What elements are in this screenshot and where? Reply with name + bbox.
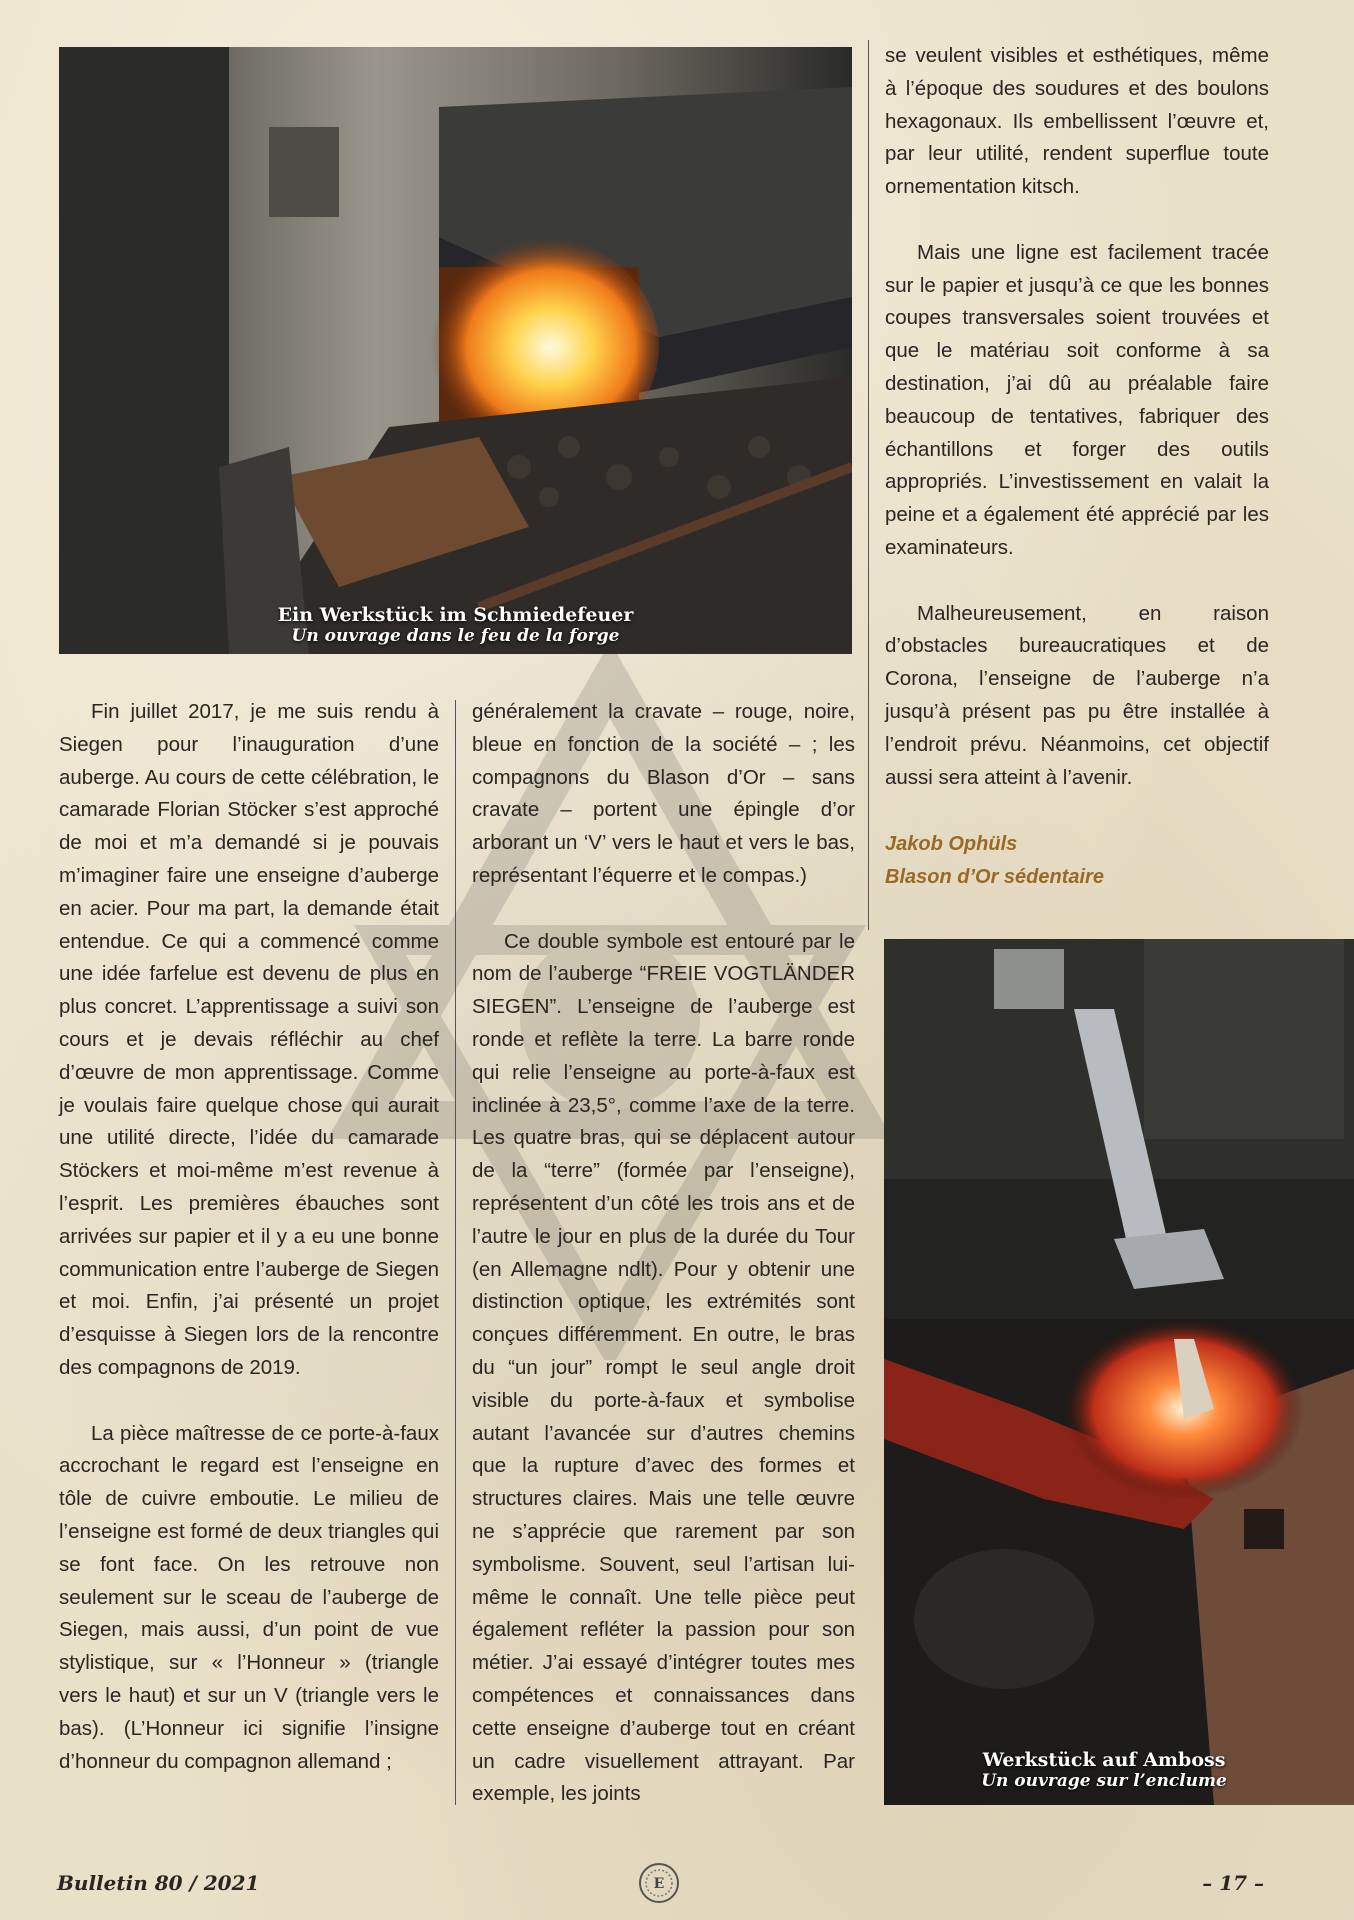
column3-paragraph-2: Mais une ligne est facilement tracée sur le papier et jusqu’à ce que les bonnes coupes transversales soient trouvées et que le matériau soit conforme à sa destination, j’ai dû au préalable faire beaucoup de tentatives, fabriquer des échantillons et forger des outils appropriés. L’investissement en valait la peine et a également été apprécié par les examinateurs.: [885, 240, 1269, 559]
column3-paragraph-1: se veulent visibles et esthétiques, même à l’époque des soudures et des boulons hexagonaux. Ils embellissent l’œuvre et, par leur utilité, rendent superflue toute ornementation kitsch.: [885, 44, 1269, 199]
column-divider-2: [868, 40, 869, 930]
column3-paragraph-3: Malheureusement, en raison d’obstacles bureaucratiques et de Corona, l’enseigne de l’auberge n’a jusqu’à présent pas pu être installée à l’endroit prévu. Néanmoins, cet objectif aussi sera atteint à l’avenir.: [885, 601, 1269, 789]
photo1-caption-de: Ein Werkstück im Schmiedefeuer: [277, 604, 634, 626]
photo2-caption-fr: Un ouvrage sur l’enclume: [981, 1771, 1227, 1791]
anvil-photo: [884, 939, 1354, 1805]
article-column-3: [885, 40, 1269, 794]
photo2-caption-de: Werkstück auf Amboss: [982, 1749, 1226, 1771]
column1-paragraph-2: La pièce maîtresse de ce porte-à-faux accrochant le regard est l’enseigne en tôle de cuivre emboutie. Le milieu de l’enseigne est formé de deux triangles qui se font face. On les retrouve non seulement sur le sceau de l’auberge de Siegen, mais aussi, d’un point de vue stylistique, sur « l’Honneur » (triangle vers le haut) et sur un V (triangle vers le bas). (L’Honneur ici signifie l’insigne d’honneur du compagnon allemand ;: [59, 1421, 439, 1773]
author-title: Blason d’Or sédentaire: [885, 865, 1104, 888]
column2-paragraph-2: Ce double symbole est entouré par le nom de l’auberge “FREIE VOGTLÄNDER SIEGEN”. L’enseigne de l’auberge est ronde et reflète la terre. La barre ronde qui relie l’enseigne au porte-à-faux est inclinée à 23,5°, comme l’axe de la terre. Les quatre bras, qui se déplacent autour de la “terre” (formée par l’enseigne), représentent d’un côté les trois ans et de l’autre le jour en plus de la durée du Tour (en Allemagne ndlt). Pour y obtenir une distinction optique, les extrémités sont conçues différemment. En outre, le bras du “un jour” rompt le seul angle droit visible du porte-à-faux et symbolise autant l’avancée sur d’autres chemins que la rupture d’avec des formes et structures claires. Mais une telle œuvre ne s’apprécie que rarement par son symbolisme. Souvent, seul l’artisan lui-même le connaît. Une telle pièce peut également refléter la passion pour son métier. J’ai essayé d’intégrer toutes mes compétences et connaissances dans cette enseigne d’auberge tout en créant un cadre visuellement attrayant. Par exemple, les joints: [472, 929, 855, 1806]
emblem-logo-icon: [638, 1862, 680, 1904]
photo1-caption-fr: Un ouvrage dans le feu de la forge: [291, 626, 620, 646]
column2-paragraph-1: généralement la cravate – rouge, noire, bleue en fonction de la société – ; les compagnons du Blason d’Or – sans cravate – portent une épingle d’or arborant un ‘V’ vers le haut et vers le bas, représentant l’équerre et le compas.): [472, 700, 855, 887]
svg-text:E: E: [653, 1876, 665, 1892]
article-column-2: [472, 696, 855, 1811]
column1-paragraph-1: Fin juillet 2017, je me suis rendu à Siegen pour l’inauguration d’une auberge. Au cours de cette célébration, le camarade Florian Stöcker s’est approché de moi et m’a demandé si je pouvais m’imaginer faire une enseigne d’auberge en acier. Pour ma part, la demande était entendue. Ce qui a commencé comme une idée farfelue est devenu de plus en plus concret. L’apprentissage a suivi son cours et je devais réfléchir au chef d’œuvre de mon apprentissage. Comme je voulais faire quelque chose qui aurait une utilité directe, l’idée du camarade Stöckers et moi-même m’est revenue à l’esprit. Les premières ébauches sont arrivées sur papier et il y a eu une bonne communication entre l’auberge de Siegen et moi. Enfin, j’ai présenté un projet d’esquisse à Siegen lors de la rencontre des compagnons de 2019.: [59, 700, 439, 1379]
author-name: Jakob Ophüls: [885, 833, 1018, 855]
author-signature: [885, 828, 1104, 894]
footer-bulletin-issue: Bulletin 80 / 2021: [57, 1871, 260, 1895]
article-column-1: [59, 696, 439, 1778]
forge-fire-photo: [59, 47, 852, 654]
column-divider-1: [455, 700, 456, 1805]
footer-page-number: – 17 –: [1202, 1871, 1264, 1895]
